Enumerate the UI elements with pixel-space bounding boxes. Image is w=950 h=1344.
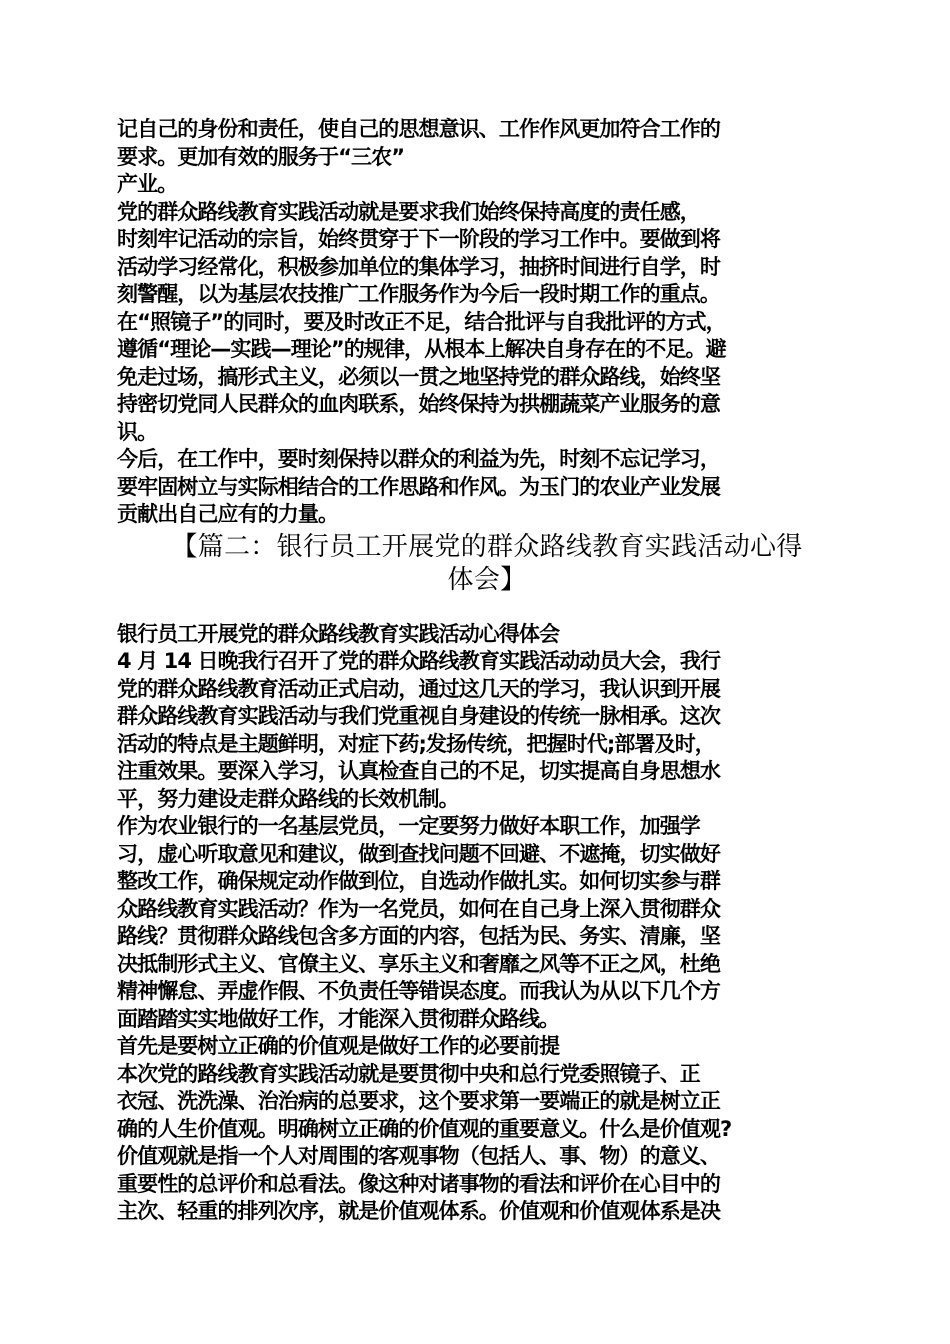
text-line: 免走过场，搞形式主义，必须以一贯之地坚持党的群众路线，始终坚 (117, 364, 720, 389)
heading-line: 【篇二：银行员工开展党的群众路线教育实践活动心得 (171, 531, 803, 562)
text-line: 本次党的路线教育实践活动就是要贯彻中央和总行党委照镜子、正 (117, 1061, 700, 1086)
text-line: 群众路线教育实践活动与我们党重视自身建设的传统一脉相承。这次 (117, 704, 720, 728)
text-line: 注重效果。要深入学习，认真检查自己的不足，切实提高自身思想水 (117, 759, 720, 783)
article-title: 银行员工开展党的群众路线教育实践活动心得体会 (117, 621, 560, 646)
section-heading (117, 531, 857, 597)
heading-line: 体会】 (447, 564, 527, 595)
document-page (117, 116, 857, 1226)
text-line: 平，努力建设走群众路线的长效机制。 (117, 786, 459, 811)
text-line: 决抵制形式主义、官僚主义、享乐主义和奢靡之风等不正之风，杜绝 (117, 951, 720, 976)
paragraph-mass-line-activity (117, 199, 857, 447)
text-line: 精神懈怠、弄虚作假、不负责任等错误态度。而我认为从以下几个方 (117, 979, 720, 1003)
text-line: 遵循“理论—实践—理论”的规律，从根本上解决自身存在的不足。避 (117, 337, 726, 361)
text-line: 4 月 14 日晚我行召开了党的群众路线教育实践活动动员大会，我行 (117, 649, 721, 673)
text-line: 产业。 (117, 172, 178, 196)
text-line: 众路线教育实践活动？作为一名党员，如何在自己身上深入贯彻群众 (117, 896, 720, 921)
text-line: 主次、轻重的排列次序，就是价值观体系。价值观和价值观体系是决 (117, 1199, 720, 1223)
text-line: 贡献出自己应有的力量。 (117, 502, 339, 526)
paragraph-party-member-duty (117, 813, 857, 1033)
text-line: 记自己的身份和责任，使自己的思想意识、工作作风更加符合工作的 (117, 117, 720, 141)
article-body (117, 621, 857, 1226)
text-line: 确的人生价值观。明确树立正确的价值观的重要意义。什么是价值观? (117, 1116, 732, 1141)
text-line: 习，虚心听取意见和建议，做到查找问题不回避、不遮掩，切实做好 (117, 841, 720, 866)
text-line: 识。 (117, 419, 158, 444)
text-line: 价值观就是指一个人对周围的客观事物（包括人、事、物）的意义、 (117, 1144, 720, 1168)
text-line: 持密切党同人民群众的血肉联系，始终保持为拱棚蔬菜产业服务的意 (117, 392, 720, 416)
text-line: 党的群众路线教育实践活动就是要求我们始终保持高度的责任感， (117, 199, 700, 224)
text-line: 要求。更加有效的服务于“三农” (117, 144, 405, 169)
paragraph-future-work (117, 446, 857, 529)
text-line: 整改工作，确保规定动作做到位，自选动作做扎实。如何切实参与群 (117, 869, 720, 893)
text-line: 时刻牢记活动的宗旨，始终贯穿于下一阶段的学习工作中。要做到将 (117, 227, 720, 251)
text-line: 作为农业银行的一名基层党员，一定要努力做好本职工作，加强学 (117, 814, 700, 838)
text-line: 衣冠、洗洗澡、治治病的总要求，这个要求第一要端正的就是树立正 (117, 1089, 720, 1113)
text-line: 面踏踏实实地做好工作，才能深入贯彻群众路线。 (117, 1006, 560, 1031)
paragraph-values (117, 1061, 857, 1226)
text-line: 要牢固树立与实际相结合的工作思路和作风。为玉门的农业产业发展 (117, 474, 720, 499)
text-line: 刻警醒，以为基层农技推广工作服务作为今后一段时期工作的重点。 (117, 282, 720, 306)
spacer (117, 597, 857, 621)
text-line: 路线？贯彻群众路线包含多方面的内容，包括为民、务实、清廉，坚 (117, 924, 720, 948)
text-line: 在“照镜子”的同时，要及时改正不足，结合批评与自我批评的方式， (117, 309, 726, 334)
subheading-values: 首先是要树立正确的价值观是做好工作的必要前提 (117, 1034, 560, 1058)
paragraph-closing-part1 (117, 116, 857, 199)
text-line: 重要性的总评价和总看法。像这种对诸事物的看法和评价在心目中的 (117, 1171, 720, 1196)
text-line: 活动学习经常化，积极参加单位的集体学习，抽挤时间进行自学，时 (117, 254, 720, 279)
text-line: 今后，在工作中，要时刻保持以群众的利益为先，时刻不忘记学习， (117, 447, 720, 471)
text-line: 党的群众路线教育活动正式启动，通过这几天的学习，我认识到开展 (117, 676, 720, 701)
text-line: 活动的特点是主题鲜明，对症下药;发扬传统，把握时代;部署及时， (117, 731, 715, 756)
paragraph-mobilization-meeting (117, 648, 857, 813)
